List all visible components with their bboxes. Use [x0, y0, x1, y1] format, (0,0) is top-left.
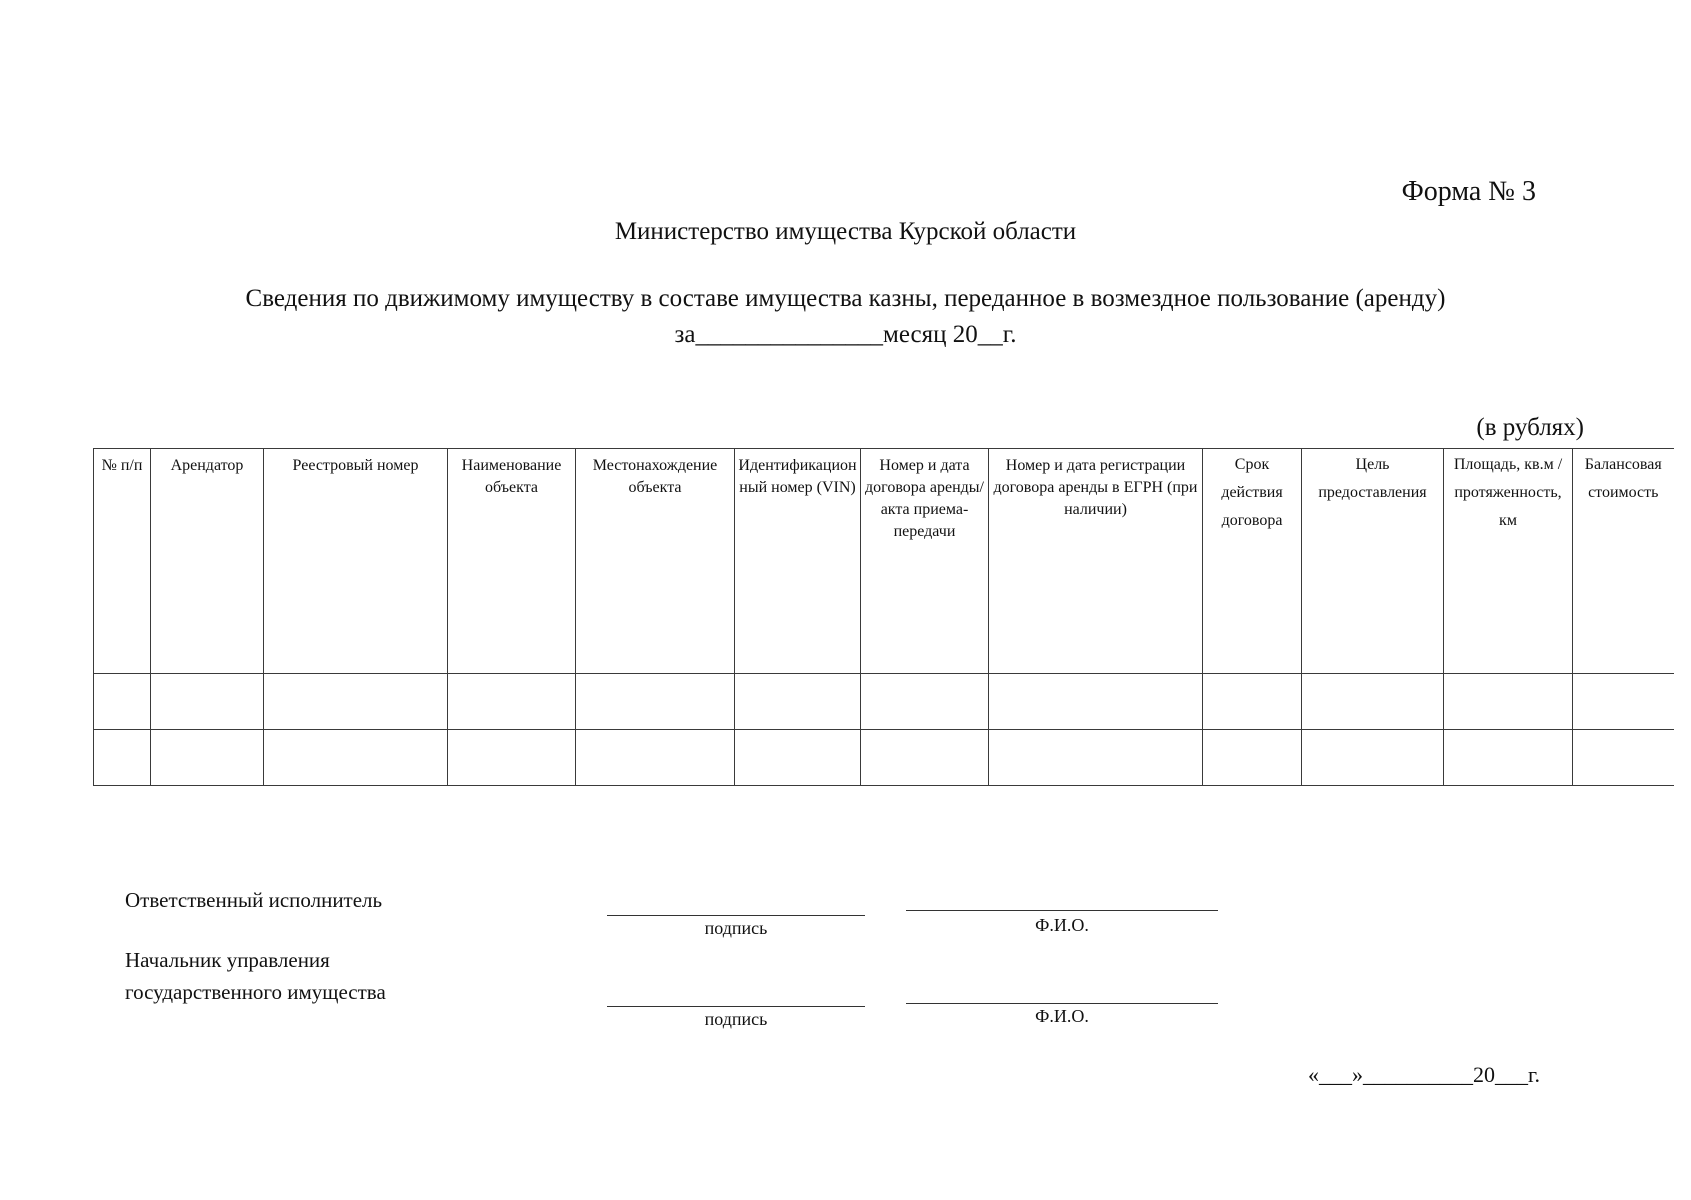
- head-of-department-label: Начальник управления: [125, 948, 330, 972]
- table-cell: [264, 730, 448, 786]
- col-purpose-header: Цель предоставления: [1302, 449, 1444, 674]
- table-cell: [576, 674, 735, 730]
- table-cell: [1444, 730, 1573, 786]
- table-cell: [735, 674, 861, 730]
- signature-line: [607, 1006, 865, 1007]
- name-line: [906, 1003, 1218, 1004]
- table-cell: [1203, 674, 1302, 730]
- property-table: [93, 448, 1674, 786]
- col-registry-number-header: Реестровый номер: [264, 449, 448, 674]
- name-caption: Ф.И.О.: [1035, 1006, 1089, 1026]
- form-number: Форма № 3: [1401, 176, 1536, 207]
- table-cell: [1573, 730, 1674, 786]
- table-cell: [1203, 730, 1302, 786]
- col-number-header: № п/п: [94, 449, 151, 674]
- head-of-department-label-line2: государственного имущества: [125, 980, 386, 1004]
- report-period: за_______________месяц 20__г.: [674, 321, 1017, 348]
- table-cell: [448, 730, 576, 786]
- table-cell: [264, 674, 448, 730]
- signature-caption: подпись: [704, 918, 768, 938]
- table-cell: [94, 674, 151, 730]
- table-row: [94, 674, 1674, 730]
- table-cell: [1573, 674, 1674, 730]
- table-cell: [151, 674, 264, 730]
- table-cell: [1302, 730, 1444, 786]
- responsible-executor-label: Ответственный исполнитель: [125, 888, 383, 912]
- name-caption: Ф.И.О.: [1035, 915, 1089, 935]
- table-cell: [989, 674, 1203, 730]
- table-cell: [735, 730, 861, 786]
- table-cell: [861, 674, 989, 730]
- col-book-value-header: Балансовая стоимость: [1573, 449, 1674, 674]
- table-cell: [94, 730, 151, 786]
- ministry-name: Министерство имущества Курской области: [614, 218, 1077, 245]
- table-row: [94, 730, 1674, 786]
- col-contract-header: Номер и дата договора аренды/акта приема-передачи: [861, 449, 989, 674]
- units-note: (в рублях): [1476, 414, 1584, 441]
- report-title: Сведения по движимому имуществу в составе имущества казны, переданное в возмездное пользование (аренду): [245, 285, 1446, 312]
- table-cell: [1444, 674, 1573, 730]
- date-line: «___»__________20___г.: [1308, 1062, 1541, 1087]
- table-cell: [1302, 674, 1444, 730]
- table-cell: [861, 730, 989, 786]
- signature-line: [607, 915, 865, 916]
- table-cell: [989, 730, 1203, 786]
- col-vin-header: Идентификационный номер (VIN): [735, 449, 861, 674]
- table-header-row: [94, 449, 1674, 674]
- col-object-name-header: Наименование объекта: [448, 449, 576, 674]
- name-line: [906, 910, 1218, 911]
- table-cell: [448, 674, 576, 730]
- signature-caption: подпись: [704, 1009, 768, 1029]
- table-cell: [151, 730, 264, 786]
- table-cell: [576, 730, 735, 786]
- col-area-length-header: Площадь, кв.м / протяженность, км: [1444, 449, 1573, 674]
- col-location-header: Местонахождение объекта: [576, 449, 735, 674]
- col-tenant-header: Арендатор: [151, 449, 264, 674]
- col-egrn-registration-header: Номер и дата регистрации договора аренды в ЕГРН (при наличии): [989, 449, 1203, 674]
- col-term-header: Срок действия договора: [1203, 449, 1302, 674]
